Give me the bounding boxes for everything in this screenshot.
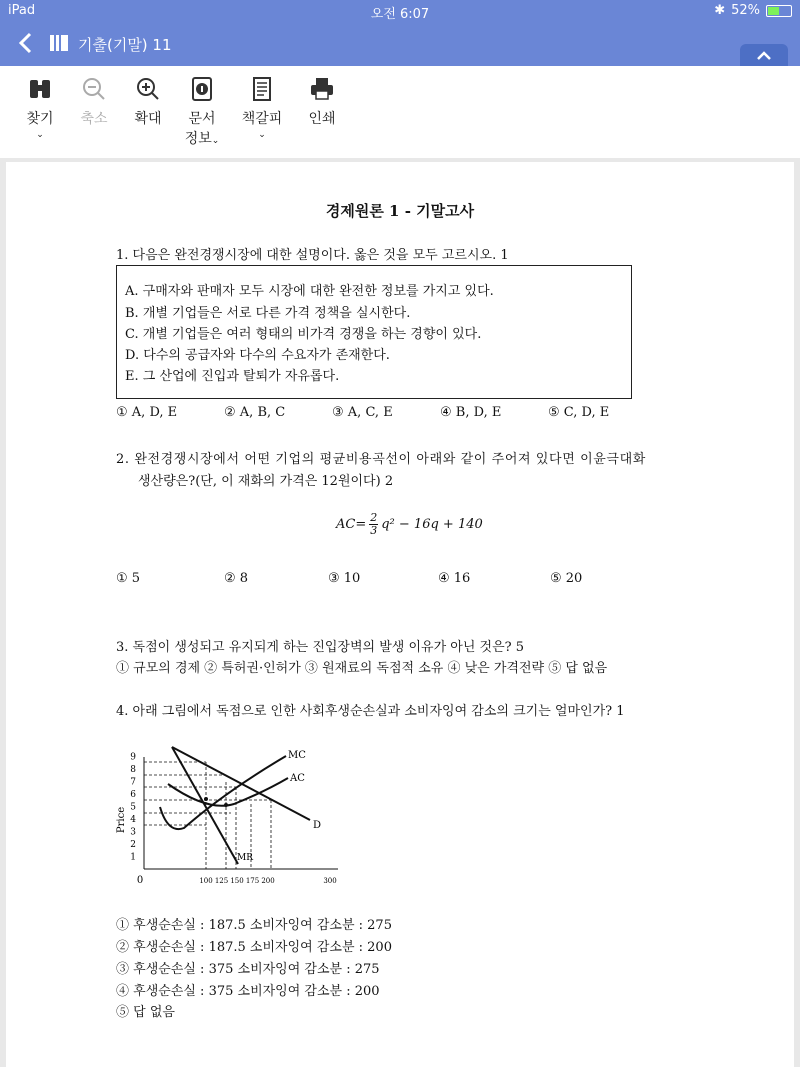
doc-info-label-1: 문서 [188,111,216,127]
q4-option-1: ① 후생순손실 : 187.5 소비자잉여 감소분 : 275 [116,918,392,933]
bookmark-label: 책갈피 [241,111,283,127]
formula-lhs: AC= [336,517,367,532]
q2-option-2: ② 8 [224,571,249,586]
intersection-dot [224,803,228,807]
q2-option-5: ⑤ 20 [550,571,583,586]
ac-curve [168,778,288,806]
info-icon [189,76,215,102]
y-tick-label: 9 [130,752,136,763]
document-title: 기출(기말) 11 [78,36,172,54]
status-right [714,3,792,18]
question-2-line-1: 2. 완전경쟁시장에서 어떤 기업의 평균비용곡선이 아래와 같이 주어져 있다면 이윤극대화 [116,452,646,467]
x-tick-label: 100 [199,877,213,885]
zoom-in-label: 확대 [134,111,162,127]
book-icon [48,32,70,58]
y-tick-label: 6 [130,790,136,800]
binoculars-icon [27,76,53,102]
q3-options: ① 규모의 경제 ② 특허권·인허가 ③ 원재료의 독점적 소유 ④ 낮은 가격전략 ⑤ 답 없음 [116,661,608,676]
x-tick-label: 150 [230,877,244,885]
x-tick-label: 175 [245,877,260,885]
zoom-out-button[interactable] [64,76,124,128]
x-tick-label: 200 [261,877,275,885]
chevron-down-icon: ⌄ [258,130,266,140]
question-2-line-2: 생산량은?(단, 이 재화의 가격은 12원이다) 2 [138,474,394,489]
y-tick-label: 3 [130,827,136,838]
zoom-out-label: 축소 [80,111,108,127]
x-tick-labels [137,875,337,886]
label-ac: AC [290,773,305,784]
label-d: D [313,820,322,831]
mc-curve [160,756,286,829]
q4-option-5: ⑤ 답 없음 [116,1005,175,1020]
q4-option-3: ③ 후생순손실 : 375 소비자잉여 감소분 : 275 [116,962,380,977]
battery-icon [766,5,792,17]
y-tick-label: 7 [130,777,136,788]
y-axis-label-text: Price [116,806,127,834]
q2-formula [336,512,483,537]
bluetooth-icon: ✱ [714,3,726,18]
intersection-dot [204,797,208,801]
printer-icon [309,76,335,102]
label-mc: MC [288,750,306,761]
bookmark-doc-icon [249,76,275,102]
q1-item-b: B. 개별 기업들은 서로 다른 가격 정책을 실시한다. [125,306,411,321]
zoom-in-icon [135,76,161,102]
y-tick-label: 4 [130,815,136,825]
doc-info-button[interactable] [172,76,232,148]
x-tick-label: 0 [136,875,144,886]
q1-option-3: ③ A, C, E [332,405,393,420]
monopoly-cost-chart [110,742,350,892]
chevron-down-icon: ⌄ [211,136,220,146]
question-1: 1. 다음은 완전경쟁시장에 대한 설명이다. 옳은 것을 모두 고르시오. 1 [116,248,509,263]
toolbar [0,66,800,159]
question-4: 4. 아래 그림에서 독점으로 인한 사회후생순손실과 소비자잉여 감소의 크기는 얼마인가? 1 [116,704,625,719]
fraction-denominator: 3 [370,524,378,537]
y-axis-label [116,807,127,833]
bookmark-button[interactable] [232,76,292,140]
y-tick-labels [130,753,136,863]
q1-item-d: D. 다수의 공급자와 다수의 수요자가 존재한다. [125,348,390,363]
y-tick-label: 8 [130,765,136,775]
chevron-down-icon: ⌄ [36,130,44,140]
print-label: 인쇄 [308,111,336,127]
x-tick-label: 125 [214,877,229,885]
q1-option-2: ② A, B, C [224,405,286,420]
q1-option-4: ④ B, D, E [440,405,502,420]
q4-option-2: ② 후생순손실 : 187.5 소비자잉여 감소분 : 200 [116,940,392,955]
fraction-numerator: 2 [370,511,378,524]
y-tick-label: 5 [130,802,136,813]
q2-option-4: ④ 16 [438,571,471,586]
label-mr: MR [237,853,253,863]
q1-item-c: C. 개별 기업들은 여러 형태의 비가격 경쟁을 하는 경향이 있다. [125,327,482,342]
zoom-in-button[interactable] [118,76,178,128]
find-button[interactable] [10,76,70,140]
doc-info-label-2: 정보 [184,131,212,147]
formula-rest: q² − 16q + 140 [381,517,483,532]
nav-bar [0,22,800,66]
print-button[interactable] [292,76,352,128]
status-bar [0,0,800,22]
battery-percent: 52% [731,3,760,18]
back-chevron-icon[interactable] [18,32,32,57]
formula-fraction [369,512,378,537]
document-page [6,162,794,1067]
question-3: 3. 독점이 생성되고 유지되게 하는 진입장벽의 발생 이유가 아닌 것은? 5 [116,640,525,655]
q1-item-e: E. 그 산업에 진입과 탈퇴가 자유롭다. [125,369,340,384]
clock: 오전 6:07 [370,7,430,22]
q2-option-3: ③ 10 [328,571,361,586]
exam-title: 경제원론 1 - 기말고사 [325,202,475,220]
zoom-out-icon [81,76,107,102]
collapse-toolbar-button[interactable] [740,44,788,66]
x-tick-label: 300 [323,877,337,885]
find-label: 찾기 [26,111,54,127]
q2-option-1: ① 5 [116,571,141,586]
y-tick-label: 1 [130,852,136,863]
device-label: iPad [8,3,36,18]
y-tick-label: 2 [130,840,136,850]
q1-option-5: ⑤ C, D, E [548,405,610,420]
q1-statement-box [116,265,632,399]
q4-option-4: ④ 후생순손실 : 375 소비자잉여 감소분 : 200 [116,984,380,999]
q1-option-1: ① A, D, E [116,405,178,420]
q1-item-a: A. 구매자와 판매자 모두 시장에 대한 완전한 정보를 가지고 있다. [125,284,494,299]
